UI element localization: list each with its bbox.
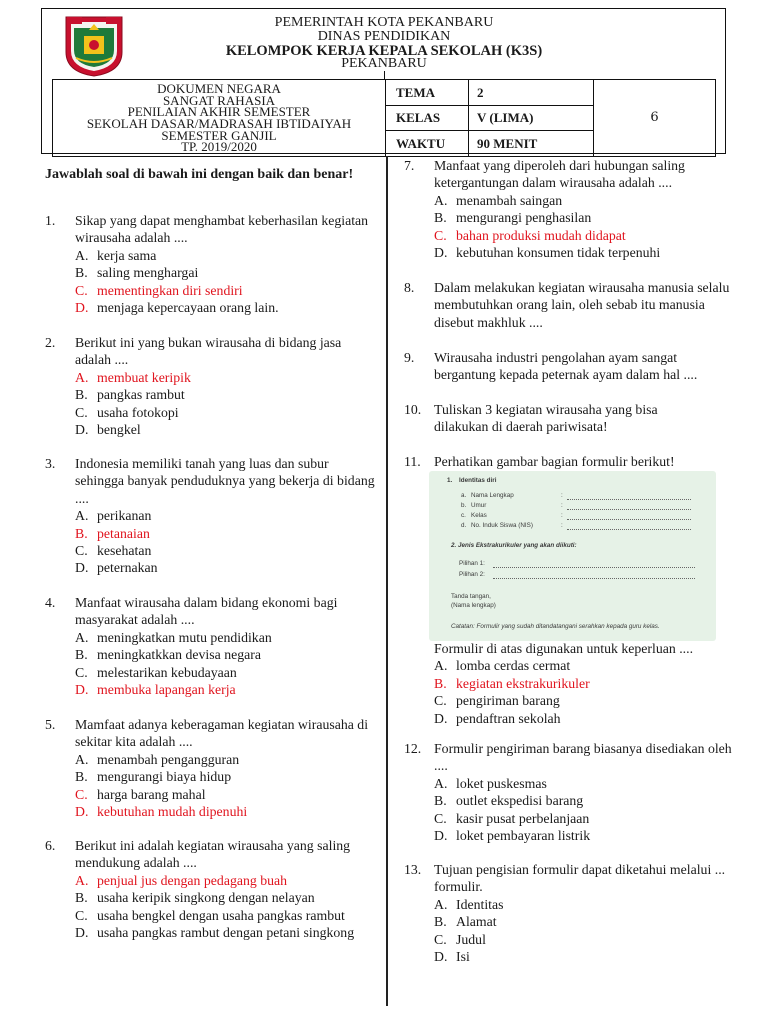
question-number: 3. <box>45 456 56 471</box>
question-9 <box>404 349 734 384</box>
form-blank <box>567 509 691 510</box>
form-field-label: No. Induk Siswa (NIS) <box>471 522 533 529</box>
question-stem: Mamfaat adanya keberagaman kegiatan wirausaha di sekitar kita adalah .... <box>75 717 369 750</box>
form-field-letter: a. <box>461 492 467 499</box>
form-field-letter: c. <box>461 512 466 519</box>
question-number: 2. <box>45 335 56 350</box>
form-section1-title: Identitas diri <box>459 477 497 484</box>
option-d: D. Isi <box>434 949 470 965</box>
question-number: 8. <box>404 280 415 295</box>
question-stem-after-figure: Formulir di atas digunakan untuk keperluan .... <box>434 641 694 656</box>
question-number: 6. <box>45 838 56 853</box>
form-blank <box>493 567 695 568</box>
option-b: B. usaha keripik singkong dengan nelayan <box>75 890 315 906</box>
exam-info-table <box>52 79 716 157</box>
header-city-line: PEKANBARU <box>341 56 427 71</box>
doc-line: SEMESTER GANJIL <box>161 127 277 143</box>
question-number: 11. <box>404 454 421 469</box>
question-13 <box>404 861 734 965</box>
waktu-value: 90 MENIT <box>469 131 594 157</box>
option-c-correct: C. bahan produksi mudah didapat <box>434 227 626 243</box>
option-d: D. bengkel <box>75 422 141 438</box>
option-d: D. loket pembayaran listrik <box>434 828 591 844</box>
question-8 <box>404 279 734 331</box>
question-stem: Formulir pengiriman barang biasanya disediakan oleh .... <box>434 741 732 774</box>
question-stem: Wirausaha industri pengolahan ayam sangat bergantung kepada peternak ayam dalam hal .... <box>434 350 698 383</box>
option-b: B. mengurangi biaya hidup <box>75 769 232 785</box>
form-section2-title: 2. Jenis Ekstrakurikuler yang akan diikuti: <box>451 542 577 549</box>
form-choice-2: Pilihan 2: <box>459 571 485 578</box>
question-number: 13. <box>404 862 422 877</box>
form-blank <box>493 578 695 579</box>
question-number: 10. <box>404 402 422 417</box>
option-a: A. kerja sama <box>75 247 157 263</box>
option-d: D. menjaga kepercayaan orang lain. <box>75 300 279 316</box>
form-blank <box>567 519 691 520</box>
option-a-correct: A. penjual jus dengan pedagang buah <box>75 872 288 888</box>
doc-line: DOKUMEN NEGARA <box>157 81 281 97</box>
question-1 <box>45 212 375 316</box>
question-stem: Berikut ini yang bukan wirausaha di bidang jasa adalah .... <box>75 335 342 368</box>
form-field-label: Nama Lengkap <box>471 492 514 499</box>
waktu-label: WAKTU <box>386 131 469 157</box>
form-field-separator: : <box>561 512 563 519</box>
question-stem: Sikap yang dapat menghambat keberhasilan kegiatan wirausaha adalah .... <box>75 213 369 246</box>
option-c: C. harga barang mahal <box>75 786 206 802</box>
class-number: 6 <box>594 80 716 157</box>
option-b: B. mengurangi penghasilan <box>434 210 592 226</box>
form-section1-number: 1. <box>447 477 453 484</box>
header-group-line: KELOMPOK KERJA KEPALA SEKOLAH (K3S) <box>225 43 543 59</box>
option-b: B. saling menghargai <box>75 265 199 281</box>
form-choice-1: Pilihan 1: <box>459 560 485 567</box>
question-stem: Manfaat wirausaha dalam bidang ekonomi bagi masyarakat adalah .... <box>75 595 338 628</box>
question-number: 12. <box>404 741 422 756</box>
form-field-letter: b. <box>461 502 467 509</box>
form-field-label: Umur <box>471 502 487 509</box>
question-6 <box>45 837 375 941</box>
option-c: C. kasir pusat perbelanjaan <box>434 810 590 826</box>
question-number: 1. <box>45 213 56 228</box>
doc-line: SANGAT RAHASIA <box>162 92 276 108</box>
option-d-correct: D. kebutuhan mudah dipenuhi <box>75 804 248 820</box>
question-number: 7. <box>404 158 415 173</box>
option-c-correct: C. mementingkan diri sendiri <box>75 282 243 298</box>
option-a: A. Identitas <box>434 896 504 912</box>
question-11-continued <box>404 640 734 727</box>
option-d: D. kebutuhan konsumen tidak terpenuhi <box>434 245 661 261</box>
question-3 <box>45 455 375 577</box>
option-a: A. menambah pengangguran <box>75 751 240 767</box>
option-a: A. perikanan <box>75 508 152 524</box>
option-d: D. usaha pangkas rambut dengan petani singkong <box>75 925 355 941</box>
option-c: C. kesehatan <box>75 543 152 559</box>
option-a: A. loket puskesmas <box>434 775 547 791</box>
option-b: B. pangkas rambut <box>75 387 185 403</box>
document-info-cell <box>53 80 386 157</box>
kelas-label: KELAS <box>386 106 469 131</box>
option-c: C. usaha fotokopi <box>75 404 179 420</box>
doc-line: TP. 2019/2020 <box>181 139 257 155</box>
option-d-correct: D. membuka lapangan kerja <box>75 682 236 698</box>
tema-value: 2 <box>469 80 594 106</box>
question-4 <box>45 594 375 698</box>
question-10 <box>404 401 734 436</box>
option-b-correct: B. kegiatan ekstrakurikuler <box>434 675 590 691</box>
form-blank <box>567 529 691 530</box>
question-stem: Tujuan pengisian formulir dapat diketahui melalui ... formulir. <box>434 862 726 895</box>
form-illustration <box>429 471 716 641</box>
option-c: C. melestarikan kebudayaan <box>75 664 237 680</box>
option-d: D. peternakan <box>75 560 158 576</box>
question-stem: Dalam melakukan kegiatan wirausaha manusia selalu membutuhkan orang lain, oleh sebab itu manusia disebut makhluk .... <box>434 280 730 330</box>
form-blank <box>567 499 691 500</box>
header-government-line: PEMERINTAH KOTA PEKANBARU <box>274 15 494 30</box>
option-d: D. pendaftran sekolah <box>434 710 561 726</box>
option-a: A. meningkatkan mutu pendidikan <box>75 629 272 645</box>
option-b: B. meningkatkkan devisa negara <box>75 647 261 663</box>
option-c: C. usaha bengkel dengan usaha pangkas rambut <box>75 907 345 923</box>
option-b-correct: B. petanaian <box>75 525 150 541</box>
question-stem: Indonesia memiliki tanah yang luas dan subur sehingga banyak penduduknya yang bekerja di bidang .... <box>75 456 375 506</box>
form-field-separator: : <box>561 502 563 509</box>
question-stem: Perhatikan gambar bagian formulir berikut! <box>434 454 675 469</box>
question-stem: Manfaat yang diperoleh dari hubungan saling ketergantungan dalam wirausaha adalah .... <box>434 158 685 191</box>
option-a: A. menambah saingan <box>434 192 563 208</box>
instruction-text: Jawablah soal di bawah ini dengan baik dan benar! <box>45 167 354 182</box>
option-a-correct: A. membuat keripik <box>75 369 191 385</box>
form-note: Catatan: Formulir yang sudah ditandatangani serahkan kepada guru kelas. <box>451 623 660 630</box>
option-b: B. outlet ekspedisi barang <box>434 793 584 809</box>
question-number: 4. <box>45 595 56 610</box>
form-signature-label: Tanda tangan, <box>451 593 491 600</box>
form-field-separator: : <box>561 522 563 529</box>
form-field-label: Kelas <box>471 512 487 519</box>
header-department-line: DINAS PENDIDIKAN <box>317 29 451 44</box>
column-divider <box>386 156 388 1006</box>
option-a: A. lomba cerdas cermat <box>434 658 571 674</box>
form-field-separator: : <box>561 492 563 499</box>
tema-label: TEMA <box>386 80 469 106</box>
question-number: 5. <box>45 717 56 732</box>
doc-line: SEKOLAH DASAR/MADRASAH IBTIDAIYAH <box>86 116 352 131</box>
option-b: B. Alamat <box>434 914 497 930</box>
kelas-value: V (LIMA) <box>469 106 594 131</box>
question-number: 9. <box>404 350 415 365</box>
question-stem: Tuliskan 3 kegiatan wirausaha yang bisa dilakukan di daerah pariwisata! <box>434 402 658 435</box>
question-2 <box>45 334 375 438</box>
option-c: C. Judul <box>434 931 486 947</box>
question-12 <box>404 740 734 844</box>
option-c: C. pengiriman barang <box>434 693 560 709</box>
header-tick <box>384 71 385 79</box>
question-stem: Berikut ini adalah kegiatan wirausaha yang saling mendukung adalah .... <box>75 838 351 871</box>
question-5 <box>45 716 375 820</box>
question-11 <box>404 453 734 470</box>
doc-line: PENILAIAN AKHIR SEMESTER <box>127 104 311 120</box>
question-7 <box>404 157 734 261</box>
form-field-letter: d. <box>461 522 467 529</box>
form-signature-name: (Nama lengkap) <box>451 602 496 609</box>
